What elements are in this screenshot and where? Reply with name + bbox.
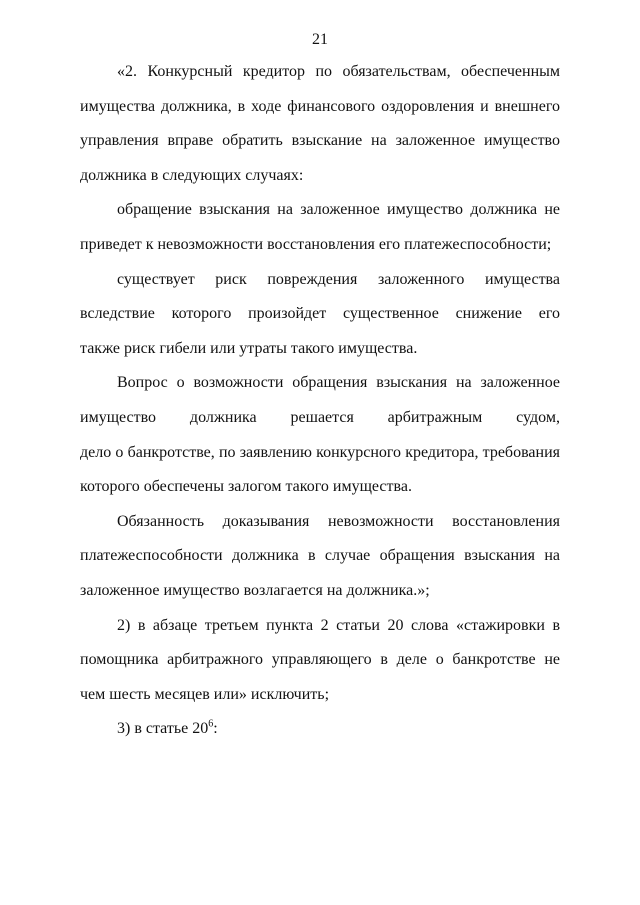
paragraph-line [80,712,560,747]
paragraph-line: 2) в абзаце третьем пункта 2 статьи 20 слова «стажировки в [117,616,560,634]
paragraph-6 [80,609,560,713]
body-text [80,55,560,747]
paragraph-line: вследствие которого произойдет существенное снижение его [80,305,560,323]
paragraph-line: приведет к невозможности восстановления его платежеспособности; [80,235,552,253]
paragraph-line: платежеспособности должника в случае обращения взыскания на [80,547,560,565]
paragraph-line: имущества должника, в ходе финансового оздоровления и внешнего [80,97,560,115]
paragraph-line: помощника арбитражного управляющего в деле о банкротстве не [80,651,560,669]
paragraph-line: должника в следующих случаях: [80,166,304,184]
page-number: 21 [312,31,328,48]
paragraph-line: имущество должника решается арбитражным судом, [80,408,560,426]
paragraph-1 [80,55,560,193]
paragraph-line: также риск гибели или утраты такого имущества. [80,339,418,357]
paragraph-line: которого обеспечены залогом такого имущества. [80,478,412,496]
paragraph-3 [80,263,560,367]
item-suffix: : [213,720,218,738]
paragraph-line: существует риск повреждения заложенного имущества [117,270,560,288]
paragraph-4 [80,366,560,504]
paragraph-line: чем шесть месяцев или» исключить; [80,685,330,703]
item-text: 3) в статье 20 [117,720,209,738]
paragraph-7 [80,712,560,747]
paragraph-line: заложенное имущество возлагается на должника.»; [80,581,430,599]
paragraph-line: Обязанность доказывания невозможности восстановления [117,512,560,530]
paragraph-5 [80,505,560,609]
paragraph-line: «2. Конкурсный кредитор по обязательствам, обеспеченным [117,63,560,80]
paragraph-line: дело о банкротстве, по заявлению конкурсного кредитора, требования [80,443,560,461]
superscript: 6 [208,718,214,730]
paragraph-2 [80,193,560,262]
paragraph-line: Вопрос о возможности обращения взыскания на заложенное [117,374,560,392]
paragraph-line: обращение взыскания на заложенное имущество должника не [117,201,560,219]
paragraph-line: управления вправе обратить взыскание на заложенное имущество [80,132,560,150]
